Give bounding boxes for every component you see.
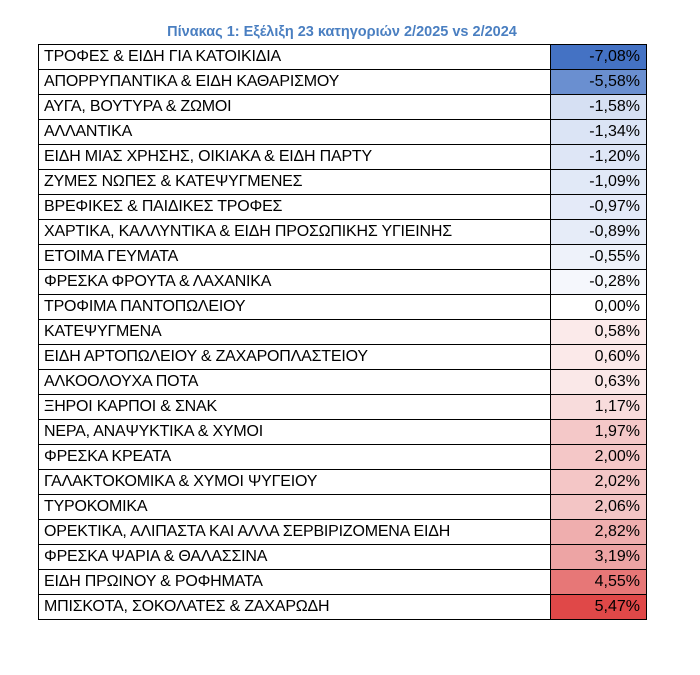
category-cell: ΒΡΕΦΙΚΕΣ & ΠΑΙΔΙΚΕΣ ΤΡΟΦΕΣ bbox=[39, 195, 551, 220]
category-change-table bbox=[38, 44, 647, 620]
table-row bbox=[39, 320, 647, 345]
change-cell: 2,06% bbox=[551, 495, 647, 520]
category-cell: ΤΡΟΦΙΜΑ ΠΑΝΤΟΠΩΛΕΙΟΥ bbox=[39, 295, 551, 320]
category-cell: ΕΤΟΙΜΑ ΓΕΥΜΑΤΑ bbox=[39, 245, 551, 270]
table-row bbox=[39, 445, 647, 470]
category-cell: ΤΡΟΦΕΣ & ΕΙΔΗ ΓΙΑ ΚΑΤΟΙΚΙΔΙΑ bbox=[39, 45, 551, 70]
table-body bbox=[39, 45, 647, 620]
change-cell: 1,17% bbox=[551, 395, 647, 420]
category-cell: ΓΑΛΑΚΤΟΚΟΜΙΚΑ & ΧΥΜΟΙ ΨΥΓΕΙΟΥ bbox=[39, 470, 551, 495]
category-cell: ΟΡΕΚΤΙΚΑ, ΑΛΙΠΑΣΤΑ ΚΑΙ ΑΛΛΑ ΣΕΡΒΙΡΙΖΟΜΕΝΑ ΕΙΔΗ bbox=[39, 520, 551, 545]
change-cell: -0,89% bbox=[551, 220, 647, 245]
table-row bbox=[39, 470, 647, 495]
table-row bbox=[39, 270, 647, 295]
table-row bbox=[39, 395, 647, 420]
category-cell: ΑΠΟΡΡΥΠΑΝΤΙΚΑ & ΕΙΔΗ ΚΑΘΑΡΙΣΜΟΥ bbox=[39, 70, 551, 95]
table-row bbox=[39, 420, 647, 445]
category-cell: ΧΑΡΤΙΚΑ, ΚΑΛΛΥΝΤΙΚΑ & ΕΙΔΗ ΠΡΟΣΩΠΙΚΗΣ ΥΓΙΕΙΝΗΣ bbox=[39, 220, 551, 245]
change-cell: -5,58% bbox=[551, 70, 647, 95]
table-row bbox=[39, 70, 647, 95]
change-cell: 0,58% bbox=[551, 320, 647, 345]
change-cell: 0,00% bbox=[551, 295, 647, 320]
change-cell: 0,60% bbox=[551, 345, 647, 370]
change-cell: -1,58% bbox=[551, 95, 647, 120]
category-cell: ΚΑΤΕΨΥΓΜΕΝΑ bbox=[39, 320, 551, 345]
category-cell: ΕΙΔΗ ΠΡΩΙΝΟΥ & ΡΟΦΗΜΑΤΑ bbox=[39, 570, 551, 595]
change-cell: -0,55% bbox=[551, 245, 647, 270]
change-cell: -0,97% bbox=[551, 195, 647, 220]
table-row bbox=[39, 95, 647, 120]
change-cell: 3,19% bbox=[551, 545, 647, 570]
category-cell: ΑΛΛΑΝΤΙΚΑ bbox=[39, 120, 551, 145]
change-cell: 2,00% bbox=[551, 445, 647, 470]
table-caption: Πίνακας 1: Εξέλιξη 23 κατηγοριών 2/2025 vs 2/2024 bbox=[167, 24, 517, 40]
table-row bbox=[39, 170, 647, 195]
table-row bbox=[39, 120, 647, 145]
category-cell: ΤΥΡΟΚΟΜΙΚΑ bbox=[39, 495, 551, 520]
change-cell: 2,82% bbox=[551, 520, 647, 545]
change-cell: 2,02% bbox=[551, 470, 647, 495]
change-cell: -1,34% bbox=[551, 120, 647, 145]
table-row bbox=[39, 345, 647, 370]
table-row bbox=[39, 295, 647, 320]
category-cell: ΜΠΙΣΚΟΤΑ, ΣΟΚΟΛΑΤΕΣ & ΖΑΧΑΡΩΔΗ bbox=[39, 595, 551, 620]
category-cell: ΞΗΡΟΙ ΚΑΡΠΟΙ & ΣΝΑΚ bbox=[39, 395, 551, 420]
table-row bbox=[39, 370, 647, 395]
category-cell: ΑΛΚΟΟΛΟΥΧΑ ΠΟΤΑ bbox=[39, 370, 551, 395]
category-cell: ΝΕΡΑ, ΑΝΑΨΥΚΤΙΚΑ & ΧΥΜΟΙ bbox=[39, 420, 551, 445]
table-row bbox=[39, 45, 647, 70]
table-row bbox=[39, 195, 647, 220]
category-cell: ΕΙΔΗ ΜΙΑΣ ΧΡΗΣΗΣ, ΟΙΚΙΑΚΑ & ΕΙΔΗ ΠΑΡΤΥ bbox=[39, 145, 551, 170]
table-row bbox=[39, 245, 647, 270]
table-row bbox=[39, 220, 647, 245]
change-cell: -0,28% bbox=[551, 270, 647, 295]
table-row bbox=[39, 595, 647, 620]
change-cell: 1,97% bbox=[551, 420, 647, 445]
category-cell: ΕΙΔΗ ΑΡΤΟΠΩΛΕΙΟΥ & ΖΑΧΑΡΟΠΛΑΣΤΕΙΟΥ bbox=[39, 345, 551, 370]
table-row bbox=[39, 495, 647, 520]
change-cell: -1,20% bbox=[551, 145, 647, 170]
category-cell: ΦΡΕΣΚΑ ΚΡΕΑΤΑ bbox=[39, 445, 551, 470]
change-cell: 5,47% bbox=[551, 595, 647, 620]
change-cell: -7,08% bbox=[551, 45, 647, 70]
table-row bbox=[39, 145, 647, 170]
table-row bbox=[39, 570, 647, 595]
change-cell: -1,09% bbox=[551, 170, 647, 195]
category-cell: ΑΥΓΑ, ΒΟΥΤΥΡΑ & ΖΩΜΟΙ bbox=[39, 95, 551, 120]
table-row bbox=[39, 545, 647, 570]
category-cell: ΖΥΜΕΣ ΝΩΠΕΣ & ΚΑΤΕΨΥΓΜΕΝΕΣ bbox=[39, 170, 551, 195]
change-cell: 4,55% bbox=[551, 570, 647, 595]
category-cell: ΦΡΕΣΚΑ ΦΡΟΥΤΑ & ΛΑΧΑΝΙΚΑ bbox=[39, 270, 551, 295]
table-row bbox=[39, 520, 647, 545]
change-cell: 0,63% bbox=[551, 370, 647, 395]
category-cell: ΦΡΕΣΚΑ ΨΑΡΙΑ & ΘΑΛΑΣΣΙΝΑ bbox=[39, 545, 551, 570]
